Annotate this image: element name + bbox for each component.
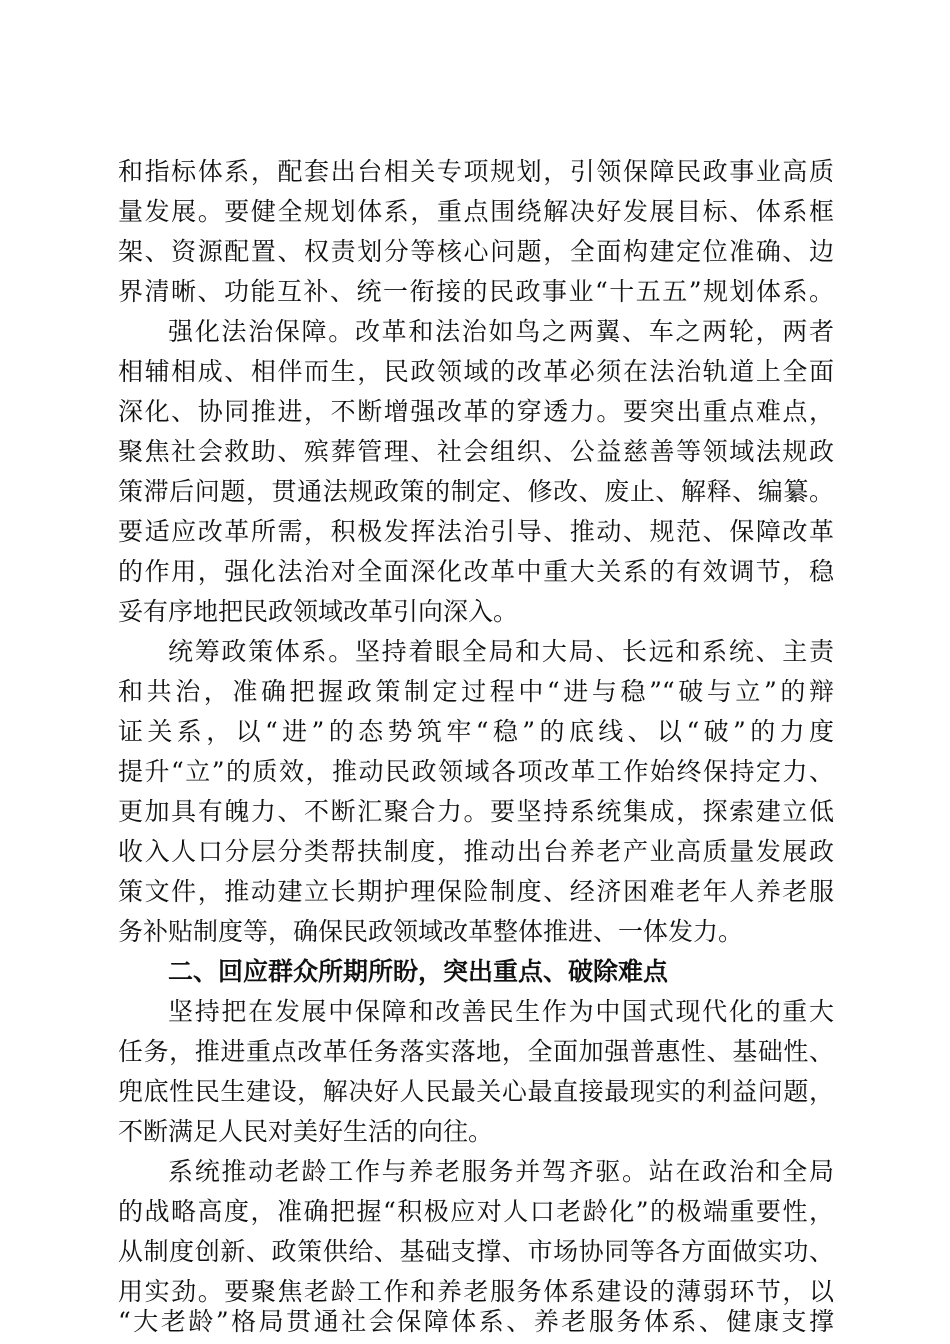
text-line: 和指标体系，配套出台相关专项规划，引领保障民政事业高质 — [118, 157, 834, 186]
text-line: 深化、协同推进，不断增强改革的穿透力。要突出重点难点， — [118, 397, 834, 426]
text-line: 要适应改革所需，积极发挥法治引导、推动、规范、保障改革 — [118, 517, 834, 546]
text-line: 从制度创新、政策供给、基础支撑、市场协同等各方面做实功、 — [118, 1237, 834, 1266]
paragraph-last-line: 务补贴制度等，确保民政领域改革整体推进、一体发力。 — [118, 917, 744, 946]
paragraph-last-line: 不断满足人民对美好生活的向往。 — [118, 1117, 494, 1146]
text-line: 策文件，推动建立长期护理保险制度、经济困难老年人养老服 — [118, 877, 834, 906]
text-line: 提升“立”的质效，推动民政领域各项改革工作始终保持定力、 — [118, 757, 834, 786]
text-line: 策滞后问题，贯通法规政策的制定、修改、废止、解释、编纂。 — [118, 477, 834, 506]
text-line: 聚焦社会救助、殡葬管理、社会组织、公益慈善等领域法规政 — [118, 437, 834, 466]
paragraph-first-line: 系统推动老龄工作与养老服务并驾齐驱。站在政治和全局 — [168, 1157, 834, 1186]
text-line: 兜底性民生建设，解决好人民最关心最直接最现实的利益问题， — [118, 1077, 834, 1106]
text-line: 的作用，强化法治对全面深化改革中重大关系的有效调节，稳 — [118, 557, 834, 586]
text-line: 的战略高度，准确把握“积极应对人口老龄化”的极端重要性， — [118, 1197, 834, 1226]
text-line: 和共治，准确把握政策制定过程中“进与稳”“破与立”的辩 — [118, 677, 834, 706]
paragraph-first-line: 坚持把在发展中保障和改善民生作为中国式现代化的重大 — [168, 997, 834, 1026]
paragraph-last-line: 妥有序地把民政领域改革引向深入。 — [118, 597, 519, 626]
text-line: 架、资源配置、权责划分等核心问题，全面构建定位准确、边 — [118, 237, 834, 266]
text-line: 相辅相成、相伴而生，民政领域的改革必须在法治轨道上全面 — [118, 357, 834, 386]
paragraph-first-line: 强化法治保障。改革和法治如鸟之两翼、车之两轮，两者 — [168, 317, 834, 346]
text-line: 收入人口分层分类帮扶制度，推动出台养老产业高质量发展政 — [118, 837, 834, 866]
text-line: 用实劲。要聚焦老龄工作和养老服务体系建设的薄弱环节，以 — [118, 1277, 834, 1306]
section-heading: 二、回应群众所期所盼，突出重点、破除难点 — [168, 957, 669, 986]
text-line: 量发展。要健全规划体系，重点围绕解决好发展目标、体系框 — [118, 197, 834, 226]
text-line: 更加具有魄力、不断汇聚合力。要坚持系统集成，探索建立低 — [118, 797, 834, 826]
text-line: 界清晰、功能互补、统一衔接的民政事业“十五五”规划体系。 — [118, 277, 834, 306]
text-line: 任务，推进重点改革任务落实落地，全面加强普惠性、基础性、 — [118, 1037, 834, 1066]
text-line: 证关系，以“进”的态势筑牢“稳”的底线、以“破”的力度 — [118, 717, 834, 746]
paragraph-first-line: 统筹政策体系。坚持着眼全局和大局、长远和系统、主责 — [168, 637, 834, 666]
text-line: “大老龄”格局贯通社会保障体系、养老服务体系、健康支撑 — [118, 1307, 834, 1336]
